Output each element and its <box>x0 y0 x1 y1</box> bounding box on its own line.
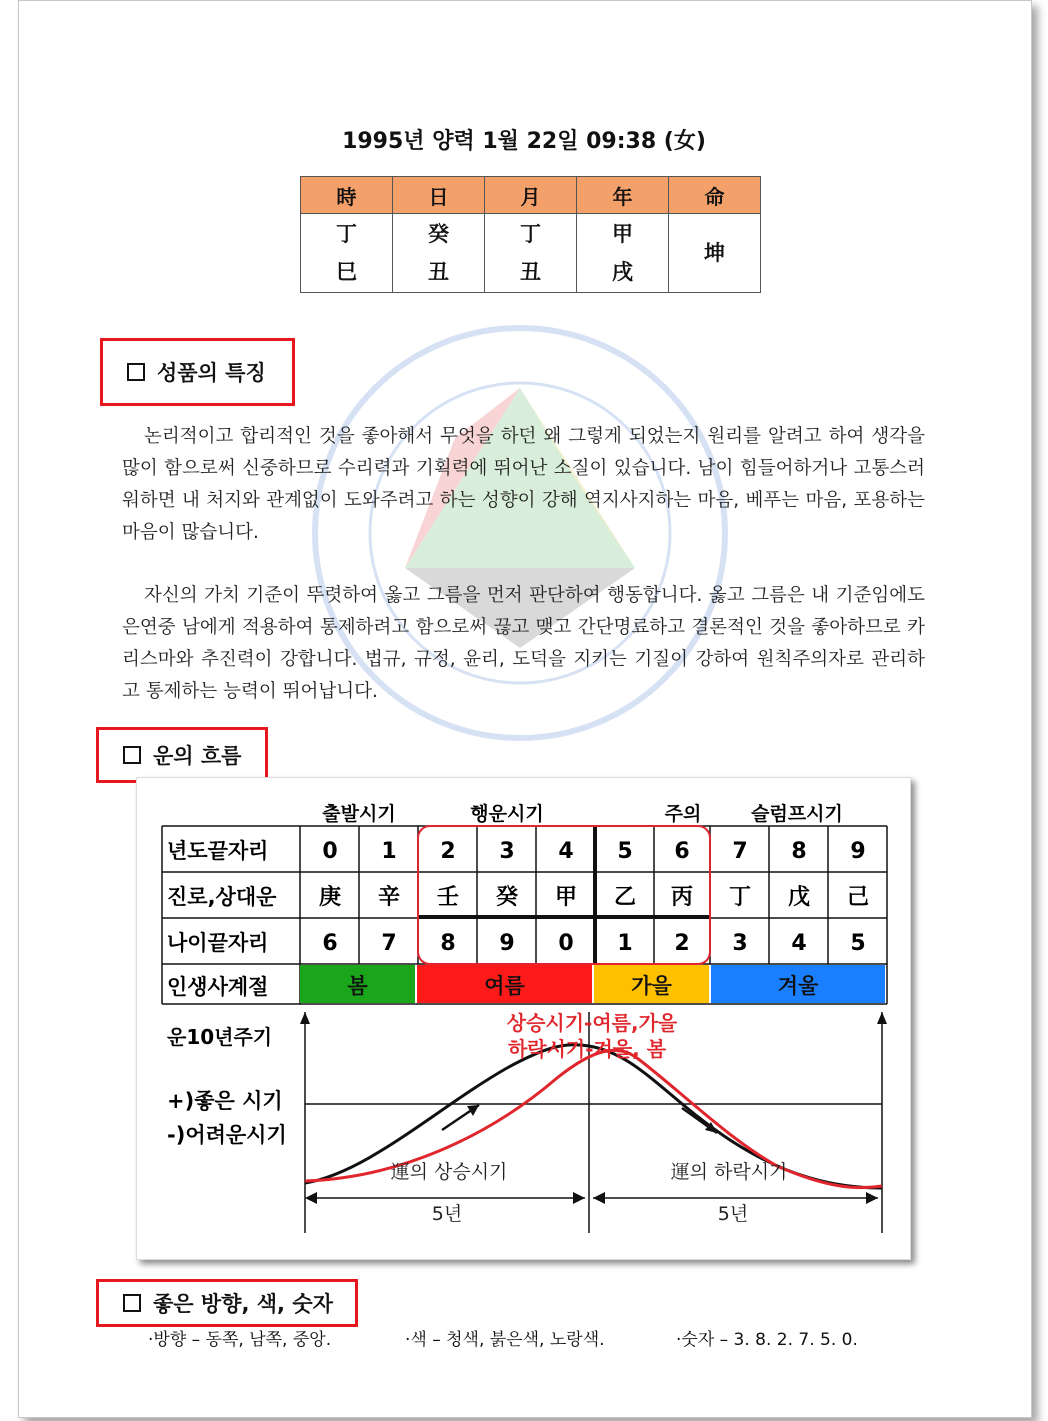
section-heading-lucky-items: 좋은 방향, 색, 숫자 <box>96 1279 358 1327</box>
year-digit-cell: 6 <box>674 839 690 864</box>
stem-cell: 丁 <box>728 885 752 910</box>
row-label: 년도끝자리 <box>167 839 269 863</box>
saju-pillar-month: 丁 丑 <box>485 214 577 293</box>
personality-paragraph-1: 논리적이고 합리적인 것을 좋아해서 무엇을 하던 왜 그렇게 되었는지 원리를 알려고 하여 생각을 많이 함으로써 신중하므로 수리력과 기획력에 뛰어난 소질이 있습니다. 남이 힘들어하거나 고통스러워하면 내 처지와 관계없이 도와주려고 하는 성향이 강해 역지사지하는 마음, 베푸는 마음, 포용하는 마음이 많습니다. <box>122 426 925 543</box>
row-label: 진로,상대운 <box>167 885 277 909</box>
saju-header: 日 <box>393 177 485 214</box>
saju-pillar-hour: 丁 巳 <box>301 214 393 293</box>
age-digit-cell: 4 <box>791 931 807 956</box>
checkbox-square-icon <box>127 363 145 381</box>
year-digit-cell: 7 <box>732 839 748 864</box>
season-label: 여름 <box>484 974 525 998</box>
stem-cell: 壬 <box>436 885 460 910</box>
annotation-rise: 상승시기-여름,가을 <box>506 1011 678 1035</box>
age-digit-cell: 0 <box>558 931 574 956</box>
season-label: 봄 <box>347 974 368 998</box>
saju-header: 月 <box>485 177 577 214</box>
span-left-label: 5년 <box>431 1203 463 1225</box>
age-digit-cell: 8 <box>440 931 456 956</box>
page-title: 1995년 양력 1월 22일 09:38 (女) <box>342 129 706 154</box>
year-digit-cell: 5 <box>617 839 633 864</box>
saju-table <box>300 176 761 293</box>
lucky-color: ·색 – 청색, 붉은색, 노랑색. <box>405 1330 605 1350</box>
age-digit-cell: 6 <box>322 931 338 956</box>
stem-cell: 丙 <box>670 885 694 910</box>
period-label: 행운시기 <box>470 803 544 825</box>
fortune-flow-chart <box>136 777 911 1260</box>
period-label: 슬럼프시기 <box>751 803 843 825</box>
checkbox-square-icon <box>123 746 141 764</box>
age-digit-cell: 9 <box>499 931 515 956</box>
age-digit-cell: 7 <box>381 931 397 956</box>
saju-header: 命 <box>669 177 761 214</box>
year-digit-cell: 3 <box>499 839 515 864</box>
span-right-label: 5년 <box>717 1203 749 1225</box>
personality-paragraph-2: 자신의 가치 기준이 뚜렷하여 옳고 그름을 먼저 판단하여 행동합니다. 옳고 그름은 내 기준임에도 은연중 남에게 적용하여 통제하려고 함으로써 끊고 맺고 간단명료하고 결론적인 것을 좋아하므로 카리스마와 추진력이 강합니다. 법규, 규정, 윤리, 도덕을 지키는 기질이 강하여 원칙주의자로 관리하고 통제하는 능력이 뛰어납니다. <box>122 585 925 702</box>
age-digit-cell: 1 <box>617 931 633 956</box>
year-digit-cell: 9 <box>850 839 866 864</box>
cycle-label: 운10년주기 <box>167 1025 273 1049</box>
age-digit-cell: 3 <box>732 931 748 956</box>
age-digit-cell: 2 <box>674 931 690 956</box>
saju-header: 時 <box>301 177 393 214</box>
year-digit-cell: 2 <box>440 839 456 864</box>
saju-pillar-year: 甲 戌 <box>577 214 669 293</box>
stem-cell: 癸 <box>495 885 519 910</box>
saju-ming: 坤 <box>669 214 761 293</box>
checkbox-square-icon <box>123 1294 141 1312</box>
stem-cell: 戊 <box>787 885 811 910</box>
rise-period-label: 運의 상승시기 <box>390 1161 508 1183</box>
row-label: 인생사계절 <box>167 975 269 999</box>
year-digit-cell: 1 <box>381 839 397 864</box>
lucky-direction: ·방향 – 동쪽, 남쪽, 중앙. <box>148 1330 332 1350</box>
saju-header: 年 <box>577 177 669 214</box>
period-label: 출발시기 <box>322 803 396 825</box>
saju-pillar-day: 癸 丑 <box>393 214 485 293</box>
season-label: 가을 <box>631 974 672 998</box>
row-label: 나이끝자리 <box>167 931 269 955</box>
lucky-number: ·숫자 – 3. 8. 2. 7. 5. 0. <box>676 1330 858 1350</box>
period-label: 주의 <box>664 803 702 825</box>
year-digit-cell: 8 <box>791 839 807 864</box>
stem-cell: 乙 <box>613 885 637 910</box>
stem-cell: 辛 <box>377 885 401 910</box>
fall-period-label: 運의 하락시기 <box>670 1161 788 1183</box>
age-digit-cell: 5 <box>850 931 866 956</box>
section-heading-fortune-flow: 운의 흐름 <box>96 727 268 783</box>
hard-period-label: -)어려운시기 <box>167 1123 287 1147</box>
season-label: 겨울 <box>777 974 819 998</box>
year-digit-cell: 0 <box>322 839 338 864</box>
stem-cell: 己 <box>846 885 870 910</box>
stem-cell: 甲 <box>554 885 578 910</box>
year-digit-cell: 4 <box>558 839 574 864</box>
fortune-chart-svg <box>137 778 910 1259</box>
section-heading-personality: 성품의 특징 <box>100 338 295 406</box>
stem-cell: 庚 <box>318 885 342 910</box>
good-period-label: +)좋은 시기 <box>167 1089 283 1113</box>
annotation-fall: 하락시기-겨울, 봄 <box>507 1037 667 1061</box>
